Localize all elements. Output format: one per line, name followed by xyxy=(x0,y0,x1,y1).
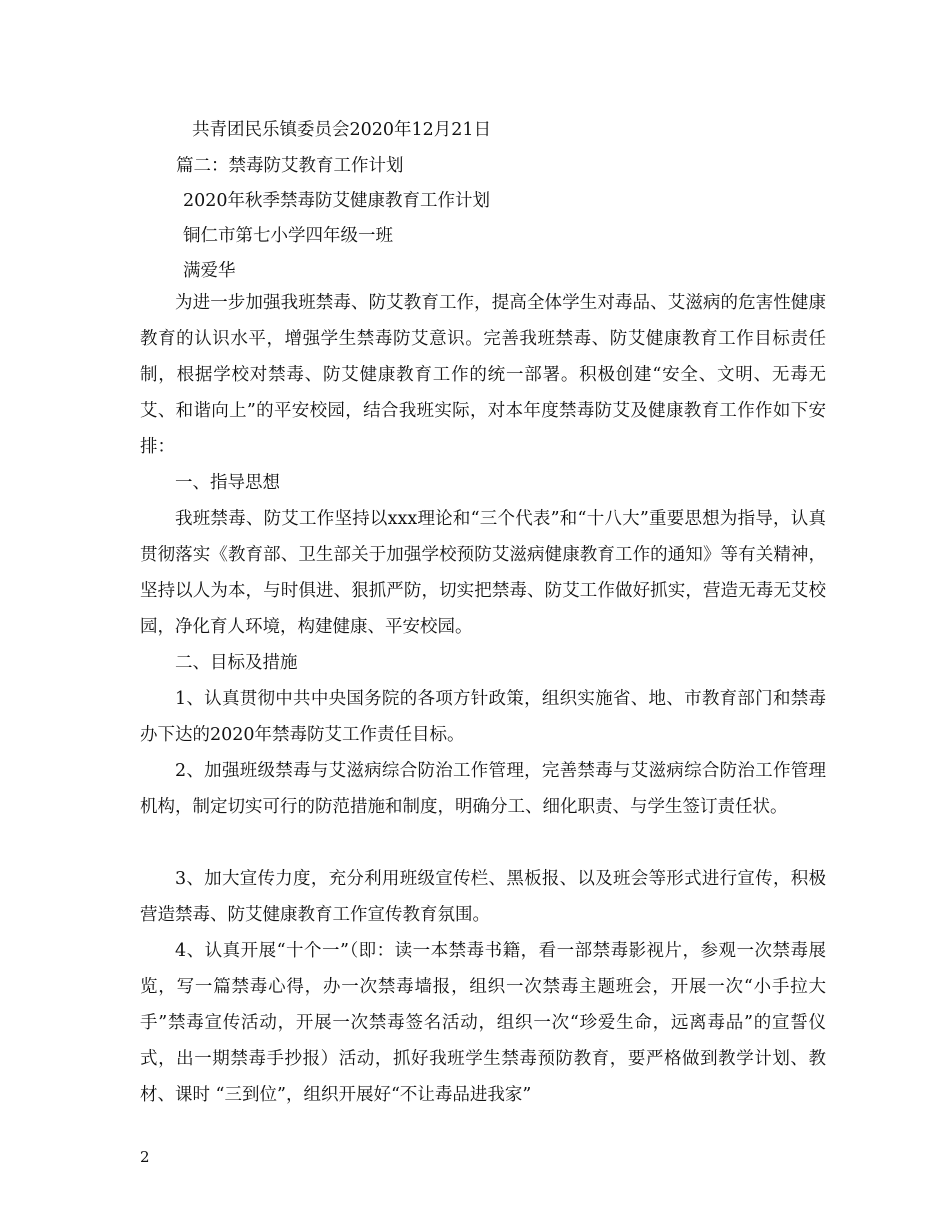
header-line-school: 铜仁市第七小学四年级一班 xyxy=(183,226,393,246)
header-line-chapter: 篇二：禁毒防艾教育工作计划 xyxy=(176,156,404,176)
header-line-plan-title: 2020年秋季禁毒防艾健康教育工作计划 xyxy=(183,191,491,211)
paragraph-item-3: 3、加大宣传力度，充分利用班级宣传栏、黑板报、以及班会等形式进行宣传，积极营造禁毒、防艾健康教育工作宣传教育氛围。 xyxy=(140,869,826,926)
header-line-author: 满爱华 xyxy=(183,261,236,281)
page-number: 2 xyxy=(140,1148,150,1166)
paragraph-item-4: 4、认真开展“十个一”（即：读一本禁毒书籍，看一部禁毒影视片，参观一次禁毒展览，写一篇禁毒心得，办一次禁毒墙报，组织一次禁毒主题班会，开展一次“小手拉大手”禁毒宣传活动，开展一次禁毒签名活动，组织一次“珍爱生命，远离毒品”的宣誓仪式，出一期禁毒手抄报）活动，抓好我班学生禁毒预防教育，要严格做到教学计划、教材、课时 “三到位”，组织开展好“不让毒品进我家” xyxy=(140,941,826,1106)
paragraph-item-1: 1、认真贯彻中共中央国务院的各项方针政策，组织实施省、地、市教育部门和禁毒办下达的2020年禁毒防艾工作责任目标。 xyxy=(140,689,826,746)
paragraph-guiding-ideology: 我班禁毒、防艾工作坚持以xxx理论和“三个代表”和“十八大”重要思想为指导，认真贯彻落实《教育部、卫生部关于加强学校预防艾滋病健康教育工作的通知》等有关精神，坚持以人为本，与时俱进、狠抓严防，切实把禁毒、防艾工作做好抓实，营造无毒无艾校园，净化育人环境，构建健康、平安校园。 xyxy=(140,509,826,638)
section-heading-guiding-ideology: 一、指导思想 xyxy=(175,473,280,493)
paragraph-intro: 为进一步加强我班禁毒、防艾教育工作，提高全体学生对毒品、艾滋病的危害性健康教育的认识水平，增强学生禁毒防艾意识。完善我班禁毒、防艾健康教育工作目标责任制，根据学校对禁毒、防艾健康教育工作的统一部署。积极创建“安全、文明、无毒无艾、和谐向上”的平安校园，结合我班实际，对本年度禁毒防艾及健康教育工作作如下安排： xyxy=(140,293,826,458)
section-heading-goals-measures: 二、目标及措施 xyxy=(175,653,298,673)
header-line-date: 共青团民乐镇委员会2020年12月21日 xyxy=(192,120,492,140)
paragraph-item-2: 2、加强班级禁毒与艾滋病综合防治工作管理，完善禁毒与艾滋病综合防治工作管理机构，制定切实可行的防范措施和制度，明确分工、细化职责、与学生签订责任状。 xyxy=(140,761,826,818)
